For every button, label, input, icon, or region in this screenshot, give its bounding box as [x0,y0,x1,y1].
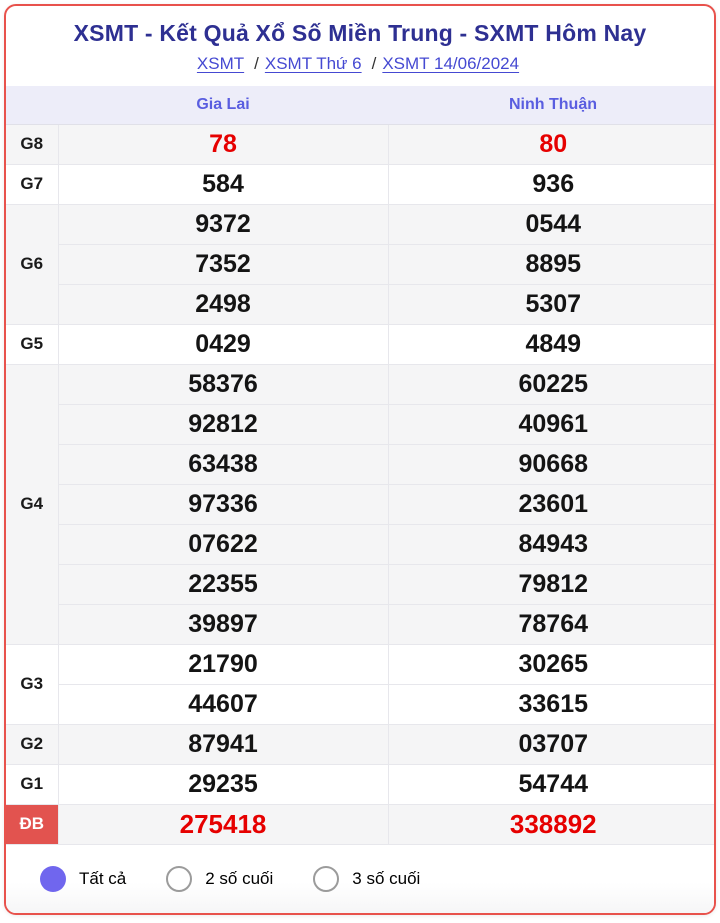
table-row [6,764,716,804]
prize-label-g4: G4 [6,364,58,644]
table-header-row [6,86,716,124]
result-number: 03707 [388,724,716,764]
prize-label-g1: G1 [6,764,58,804]
result-number: 33615 [388,684,716,724]
results-card [4,4,716,915]
prize-label-db: ĐB [6,804,58,844]
table-row [6,524,716,564]
result-number: 23601 [388,484,716,524]
result-number: 44607 [58,684,388,724]
table-row [6,244,716,284]
prize-label-g2: G2 [6,724,58,764]
result-number: 7352 [58,244,388,284]
result-number: 78 [58,124,388,164]
result-number: 97336 [58,484,388,524]
result-number: 5307 [388,284,716,324]
breadcrumb-separator: / [254,54,259,73]
breadcrumb-separator: / [371,54,377,73]
prize-label-g7: G7 [6,164,58,204]
table-row [6,484,716,524]
result-number: 0429 [58,324,388,364]
result-number: 29235 [58,764,388,804]
table-row [6,604,716,644]
table-row [6,804,716,844]
table-row [6,724,716,764]
table-row [6,324,716,364]
filter-option-label: 3 số cuối [352,868,421,888]
prize-label-g3: G3 [6,644,58,724]
result-number: 0544 [388,204,716,244]
results-body [6,124,716,844]
result-number: 936 [388,164,716,204]
radio-unselected-icon[interactable] [313,866,339,892]
card-header [6,6,714,86]
table-row [6,164,716,204]
result-number: 60225 [388,364,716,404]
result-number: 22355 [58,564,388,604]
result-number: 84943 [388,524,716,564]
result-number: 58376 [58,364,388,404]
result-number: 584 [58,164,388,204]
result-number: 54744 [388,764,716,804]
result-number: 87941 [58,724,388,764]
table-row [6,644,716,684]
filter-option-1[interactable] [40,866,126,892]
filter-option-label: Tất cả [79,868,127,888]
result-number: 39897 [58,604,388,644]
result-number: 40961 [388,404,716,444]
breadcrumb [6,54,714,74]
results-table [6,86,716,845]
table-row [6,404,716,444]
table-row [6,124,716,164]
breadcrumb-link-1[interactable]: XSMT [196,54,245,73]
result-number: 21790 [58,644,388,684]
corner-cell [6,86,58,124]
table-row [6,564,716,604]
result-number: 90668 [388,444,716,484]
page-title: XSMT - Kết Quả Xổ Số Miền Trung - SXMT Hôm Nay [73,20,647,46]
result-number: 63438 [58,444,388,484]
result-number: 4849 [388,324,716,364]
column-header-ninh-thuan: Ninh Thuận [388,86,716,124]
result-number: 78764 [388,604,716,644]
filter-option-label: 2 số cuối [205,868,274,888]
table-row [6,444,716,484]
radio-selected-icon[interactable] [40,866,66,892]
result-number: 8895 [388,244,716,284]
filter-bar [6,845,714,914]
table-row [6,684,716,724]
breadcrumb-link-3[interactable]: XSMT 14/06/2024 [382,54,520,73]
result-number: 338892 [388,804,716,844]
filter-option-2[interactable] [166,866,273,892]
result-number: 2498 [58,284,388,324]
prize-label-g8: G8 [6,124,58,164]
table-row [6,364,716,404]
result-number: 07622 [58,524,388,564]
result-number: 79812 [388,564,716,604]
result-number: 275418 [58,804,388,844]
filter-option-3[interactable] [313,866,420,892]
table-row [6,204,716,244]
breadcrumb-link-2[interactable]: XSMT Thứ 6 [264,54,362,73]
result-number: 30265 [388,644,716,684]
prize-label-g5: G5 [6,324,58,364]
result-number: 80 [388,124,716,164]
radio-unselected-icon[interactable] [166,866,192,892]
prize-label-g6: G6 [6,204,58,324]
column-header-gia-lai: Gia Lai [58,86,388,124]
table-row [6,284,716,324]
result-number: 92812 [58,404,388,444]
result-number: 9372 [58,204,388,244]
